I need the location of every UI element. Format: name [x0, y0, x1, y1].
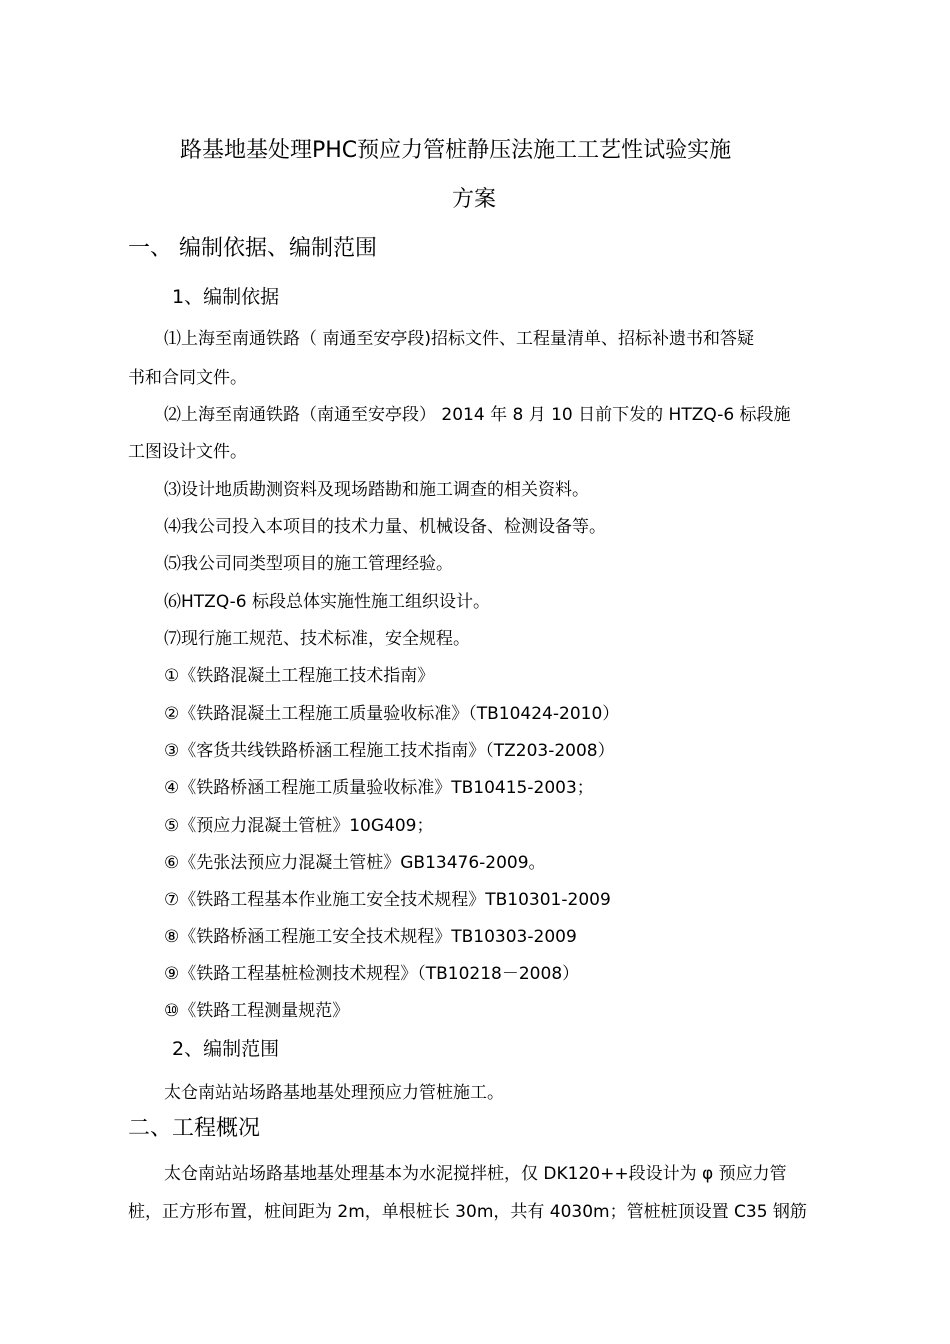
title-line-2: 方案	[452, 187, 497, 212]
standard-item: ⑩《铁路工程测量规范》	[164, 1001, 350, 1021]
overview-line: 桩，正方形布置，桩间距为 2m，单根桩长 30m，共有 4030m；管桩桩顶设置 C35 钢筋	[128, 1202, 807, 1222]
standard-item: ⑧《铁路桥涵工程施工安全技术规程》TB10303-2009	[164, 927, 577, 947]
section-1-heading: 一、 编制依据、编制范围	[128, 236, 377, 261]
standard-item: ⑨《铁路工程基桩检测技术规程》（TB10218－2008）	[164, 964, 580, 984]
basis-line: 工图设计文件。	[128, 442, 247, 462]
basis-line: ⑶设计地质勘测资料及现场踏勘和施工调查的相关资料。	[164, 480, 589, 500]
subsection-1-heading: 1、编制依据	[172, 286, 280, 308]
title-line-1: 路基地基处理PHC预应力管桩静压法施工工艺性试验实施	[180, 138, 732, 163]
basis-line: ⑷我公司投入本项目的技术力量、机械设备、检测设备等。	[164, 517, 606, 537]
standard-item: ②《铁路混凝土工程施工质量验收标准》（TB10424-2010）	[164, 704, 620, 724]
subsection-2-heading: 2、编制范围	[172, 1038, 280, 1060]
standard-item: ⑥《先张法预应力混凝土管桩》GB13476-2009。	[164, 853, 546, 873]
scope-text: 太仓南站站场路基地基处理预应力管桩施工。	[164, 1083, 504, 1103]
basis-line: ⑴上海至南通铁路（ 南通至安亭段)招标文件、工程量清单、招标补遗书和答疑	[164, 329, 755, 349]
basis-line: ⑹HTZQ-6 标段总体实施性施工组织设计。	[164, 592, 491, 612]
basis-line: 书和合同文件。	[128, 368, 247, 388]
basis-line: ⑸我公司同类型项目的施工管理经验。	[164, 554, 453, 574]
standard-item: ④《铁路桥涵工程施工质量验收标准》TB10415-2003；	[164, 778, 594, 798]
standard-item: ⑦《铁路工程基本作业施工安全技术规程》TB10301-2009	[164, 890, 611, 910]
overview-line: 太仓南站站场路基地基处理基本为水泥搅拌桩，仅 DK120++段设计为 φ 预应力管	[164, 1164, 787, 1184]
standard-item: ⑤《预应力混凝土管桩》10G409；	[164, 816, 434, 836]
standard-item: ③《客货共线铁路桥涵工程施工技术指南》（TZ203-2008）	[164, 741, 615, 761]
standard-item: ①《铁路混凝土工程施工技术指南》	[164, 666, 435, 686]
section-2-heading: 二、工程概况	[128, 1116, 261, 1141]
basis-line: ⑺现行施工规范、技术标准，安全规程。	[164, 629, 470, 649]
basis-line: ⑵上海至南通铁路（南通至安亭段） 2014 年 8 月 10 日前下发的 HTZQ-6 标段施	[164, 405, 791, 425]
